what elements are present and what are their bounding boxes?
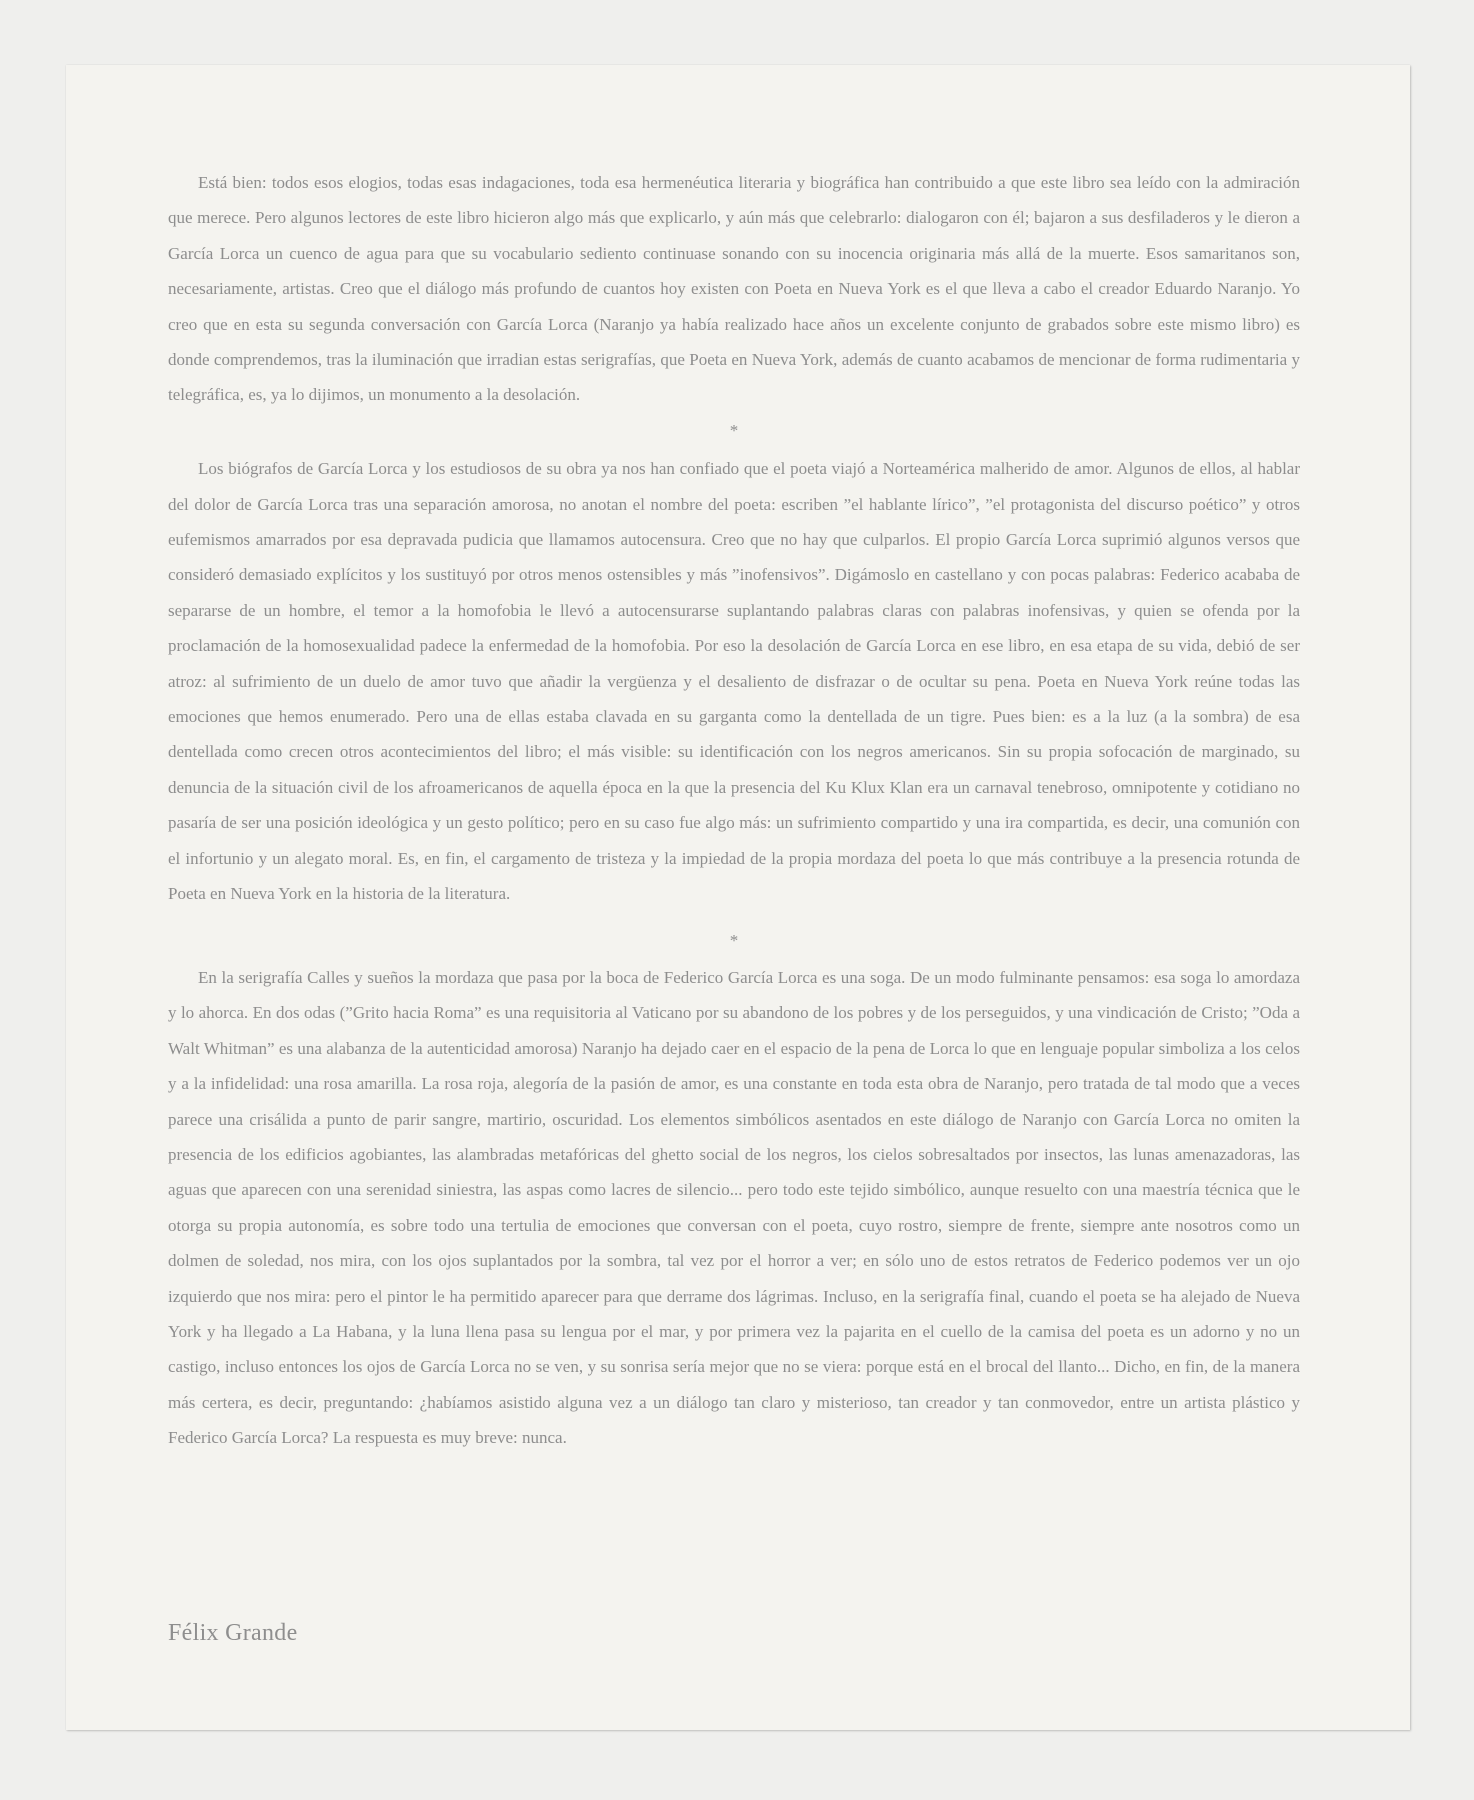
paragraph-3: En la serigrafía Calles y sueños la mordaza que pasa por la boca de Federico García Lorca es una soga. De un modo fulminante pensamos: esa soga lo amordaza y lo ahorca. En dos odas (”Grito hacia Roma” es una requisitoria al Vaticano por su abandono de los pobres y de los perseguidos, y una vindicación de Cristo; ”Oda a Walt Whitman” es una alabanza de la autenticidad amorosa) Naranjo ha dejado caer en el espacio de la pena de Lorca lo que en lenguaje popular simboliza a los celos y a la infidelidad: una rosa amarilla. La rosa roja, alegoría de la pasión de amor, es una constante en toda esta obra de Naranjo, pero tratada de tal modo que a veces parece una crisálida a punto de parir sangre, martirio, oscuridad. Los elementos simbólicos asentados en este diálogo de Naranjo con García Lorca no omiten la presencia de los edificios agobiantes, las alambradas metafóricas del ghetto social de los negros, los cielos sobresaltados por insectos, las lunas amenazadoras, las aguas que aparecen con una serenidad siniestra, las aspas como lacres de silencio... pero todo este tejido simbólico, aunque resuelto con una maestría técnica que le otorga su propia autonomía, es sobre todo una tertulia de emociones que conversan con el poeta, cuyo rostro, siempre de frente, siempre ante nosotros como un dolmen de soledad, nos mira, con los ojos suplantados por la sombra, tal vez por el horror a ver; en sólo uno de estos retratos de Federico podemos ver un ojo izquierdo que nos mira: pero el pintor le ha permitido aparecer para que derrame dos lágrimas. Incluso, en la serigrafía final, cuando el poeta se ha alejado de Nueva York y ha llegado a La Habana, y la luna llena pasa su lengua por el mar, y por primera vez la pajarita en el cuello de la camisa del poeta es un adorno y no un castigo, incluso entonces los ojos de García Lorca no se ven, y su sonrisa sería mejor que no se viera: porque está en el brocal del llanto... Dicho, en fin, de la manera más certera, es decir, preguntando: ¿habíamos asistido alguna vez a un diálogo tan claro y misterioso, tan creador y tan conmovedor, entre un artista plástico y Federico García Lorca? La respuesta es muy breve: nunca. — [168, 967, 1300, 1448]
author-signature: Félix Grande — [168, 1620, 298, 1646]
paper-sheet — [66, 65, 1410, 1730]
paragraph-2: Los biógrafos de García Lorca y los estudiosos de su obra ya nos han confiado que el poeta viajó a Norteamérica malherido de amor. Algunos de ellos, al hablar del dolor de García Lorca tras una separación amorosa, no anotan el nombre del poeta: escriben ”el hablante lírico”, ”el protagonista del discurso poético” y otros eufemismos amarrados por esa depravada pudicia que llamamos autocensura. Creo que no hay que culparlos. El propio García Lorca suprimió algunos versos que consideró demasiado explícitos y los sustituyó por otros menos ostensibles y más ”inofensivos”. Digámoslo en castellano y con pocas palabras: Federico acababa de separarse de un hombre, el temor a la homofobia le llevó a autocensurarse suplantando palabras claras con palabras inofensivas, y quien se ofenda por la proclamación de la homosexualidad padece la enfermedad de la homofobia. Por eso la desolación de García Lorca en ese libro, en esa etapa de su vida, debió de ser atroz: al sufrimiento de un duelo de amor tuvo que añadir la vergüenza y el desaliento de disfrazar o de ocultar su pena. Poeta en Nueva York reúne todas las emociones que hemos enumerado. Pero una de ellas estaba clavada en su garganta como la dentellada de un tigre. Pues bien: es a la luz (a la sombra) de esa dentellada como crecen otros acontecimientos del libro; el más visible: su identificación con los negros americanos. Sin su propia sofocación de marginado, su denuncia de la situación civil de los afroamericanos de aquella época en la que la presencia del Ku Klux Klan era un carnaval tenebroso, omnipotente y cotidiano no pasaría de ser una posición ideológica y un gesto político; pero en su caso fue algo más: un sufrimiento compartido y una ira compartida, es decir, una comunión con el infortunio y un alegato moral. Es, en fin, el cargamento de tristeza y la impiedad de la propia mordaza del poeta lo que más contribuye a la presencia rotunda de Poeta en Nueva York en la historia de la literatura. — [168, 459, 1300, 904]
paragraph-1: Está bien: todos esos elogios, todas esas indagaciones, toda esa hermenéutica literaria y biográfica han contribuido a que este libro sea leído con la admiración que merece. Pero algunos lectores de este libro hicieron algo más que explicarlo, y aún más que celebrarlo: dialogaron con él; bajaron a sus desfiladeros y le dieron a García Lorca un cuenco de agua para que su vocabulario sediento continuase sonando con su inocencia originaria más allá de la muerte. Esos samaritanos son, necesariamente, artistas. Creo que el diálogo más profundo de cuantos hoy existen con Poeta en Nueva York es el que lleva a cabo el creador Eduardo Naranjo. Yo creo que en esta su segunda conversación con García Lorca (Naranjo ya había realizado hace años un excelente conjunto de grabados sobre este mismo libro) es donde comprendemos, tras la iluminación que irradian estas serigrafías, que Poeta en Nueva York, además de cuanto acabamos de mencionar de forma rudimentaria y telegráfica, es, ya lo dijimos, un monumento a la desolación. — [168, 173, 1300, 405]
section-separator: * — [729, 420, 739, 440]
essay-text — [168, 165, 1300, 1456]
section-separator: * — [729, 930, 739, 950]
